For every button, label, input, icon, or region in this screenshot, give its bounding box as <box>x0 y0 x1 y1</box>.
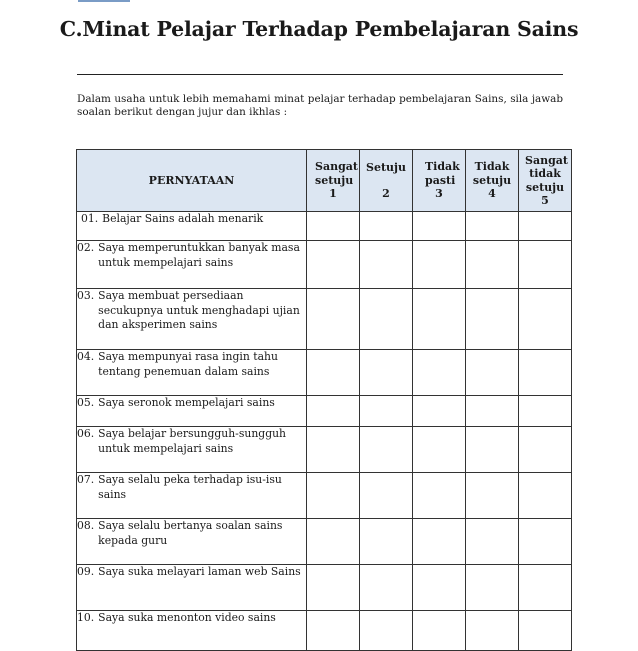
header-scale-3 <box>413 150 466 212</box>
response-cell-1[interactable] <box>307 519 360 565</box>
header-scale-label: Tidak setuju <box>472 160 512 187</box>
statement-cell <box>77 611 307 651</box>
response-cell-3[interactable] <box>413 212 466 241</box>
statement-text: Saya suka melayari laman web Sains <box>98 565 301 578</box>
header-scale-1 <box>307 150 360 212</box>
statement-number: 07. <box>77 473 95 486</box>
response-cell-3[interactable] <box>413 611 466 651</box>
response-cell-2[interactable] <box>360 473 413 519</box>
response-cell-5[interactable] <box>519 289 572 350</box>
statement-text: Saya selalu peka terhadap isu-isu sains <box>98 473 282 501</box>
response-cell-5[interactable] <box>519 565 572 611</box>
response-cell-5[interactable] <box>519 396 572 427</box>
header-scale-label: Tidak pasti <box>425 160 460 187</box>
response-cell-5[interactable] <box>519 427 572 473</box>
statement-cell <box>77 519 307 565</box>
response-cell-4[interactable] <box>466 519 519 565</box>
survey-table <box>76 149 572 651</box>
response-cell-3[interactable] <box>413 565 466 611</box>
section-title: C.Minat Pelajar Terhadap Pembelajaran Sains <box>59 17 579 41</box>
response-cell-3[interactable] <box>413 473 466 519</box>
response-cell-5[interactable] <box>519 212 572 241</box>
response-cell-5[interactable] <box>519 473 572 519</box>
statement-cell <box>77 350 307 396</box>
table-row <box>77 212 572 241</box>
statement-number: 05. <box>77 396 95 409</box>
statement-number: 04. <box>77 350 95 363</box>
response-cell-1[interactable] <box>307 241 360 289</box>
table-row <box>77 519 572 565</box>
table-row <box>77 611 572 651</box>
statement-text: Saya belajar bersungguh-sungguh untuk mempelajari sains <box>98 427 287 455</box>
header-scale-5 <box>519 150 572 212</box>
response-cell-1[interactable] <box>307 565 360 611</box>
statement-text: Belajar Sains adalah menarik <box>102 212 264 225</box>
statement-number: 03. <box>77 289 95 302</box>
header-scale-label: Sangat setuju <box>315 160 358 187</box>
response-cell-2[interactable] <box>360 396 413 427</box>
header-scale-number: 2 <box>382 187 390 200</box>
statement-cell <box>77 212 307 241</box>
statement-number: 09. <box>77 565 95 578</box>
response-cell-2[interactable] <box>360 519 413 565</box>
header-scale-4 <box>466 150 519 212</box>
table-row <box>77 565 572 611</box>
statement-text: Saya seronok mempelajari sains <box>98 396 275 409</box>
title-divider <box>77 74 563 75</box>
response-cell-4[interactable] <box>466 396 519 427</box>
response-cell-3[interactable] <box>413 396 466 427</box>
statement-text: Saya membuat persediaan secukupnya untuk menghadapi ujian dan aksperimen sains <box>98 289 300 331</box>
statement-cell <box>77 427 307 473</box>
table-header-row <box>77 150 572 212</box>
response-cell-2[interactable] <box>360 565 413 611</box>
response-cell-4[interactable] <box>466 350 519 396</box>
statement-cell <box>77 396 307 427</box>
response-cell-3[interactable] <box>413 519 466 565</box>
response-cell-1[interactable] <box>307 611 360 651</box>
response-cell-5[interactable] <box>519 611 572 651</box>
response-cell-3[interactable] <box>413 350 466 396</box>
response-cell-1[interactable] <box>307 350 360 396</box>
statement-cell <box>77 473 307 519</box>
statement-cell <box>77 565 307 611</box>
header-scale-2 <box>360 150 413 212</box>
header-scale-number: 4 <box>488 187 496 201</box>
response-cell-4[interactable] <box>466 473 519 519</box>
response-cell-4[interactable] <box>466 611 519 651</box>
statement-number: 01. <box>81 212 99 225</box>
header-scale-label: Sangat tidak setuju <box>525 153 568 194</box>
statement-text: Saya suka menonton video sains <box>98 611 276 624</box>
header-scale-number: 3 <box>435 187 443 201</box>
response-cell-2[interactable] <box>360 350 413 396</box>
response-cell-3[interactable] <box>413 427 466 473</box>
response-cell-1[interactable] <box>307 473 360 519</box>
header-scale-label: Setuju <box>366 160 406 174</box>
statement-number: 06. <box>77 427 95 440</box>
header-scale-number: 1 <box>329 187 337 201</box>
response-cell-2[interactable] <box>360 241 413 289</box>
statement-text: Saya selalu bertanya soalan sains kepada guru <box>98 519 283 547</box>
response-cell-2[interactable] <box>360 212 413 241</box>
statement-number: 10. <box>77 611 95 624</box>
response-cell-5[interactable] <box>519 519 572 565</box>
response-cell-1[interactable] <box>307 212 360 241</box>
statement-number: 02. <box>77 241 95 254</box>
response-cell-5[interactable] <box>519 350 572 396</box>
response-cell-4[interactable] <box>466 427 519 473</box>
response-cell-1[interactable] <box>307 289 360 350</box>
response-cell-2[interactable] <box>360 427 413 473</box>
response-cell-1[interactable] <box>307 396 360 427</box>
statement-cell <box>77 289 307 350</box>
response-cell-2[interactable] <box>360 611 413 651</box>
statement-number: 08. <box>77 519 95 532</box>
header-statement: PERNYATAAN <box>77 150 307 212</box>
table-row <box>77 350 572 396</box>
header-scale-number: 5 <box>541 194 549 207</box>
table-row <box>77 241 572 289</box>
statement-text: Saya memperuntukkan banyak masa untuk mempelajari sains <box>98 241 300 269</box>
table-row <box>77 396 572 427</box>
response-cell-5[interactable] <box>519 241 572 289</box>
response-cell-4[interactable] <box>466 241 519 289</box>
response-cell-4[interactable] <box>466 565 519 611</box>
response-cell-2[interactable] <box>360 289 413 350</box>
response-cell-1[interactable] <box>307 427 360 473</box>
table-row <box>77 473 572 519</box>
instructions-text: Dalam usaha untuk lebih memahami minat pelajar terhadap pembelajaran Sains, sila jawab soalan berikut dengan jujur dan ikhlas : <box>77 93 563 118</box>
response-cell-4[interactable] <box>466 212 519 241</box>
table-row <box>77 427 572 473</box>
table-row <box>77 289 572 350</box>
response-cell-3[interactable] <box>413 289 466 350</box>
response-cell-3[interactable] <box>413 241 466 289</box>
top-accent-rule <box>78 0 130 2</box>
response-cell-4[interactable] <box>466 289 519 350</box>
statement-cell <box>77 241 307 289</box>
statement-text: Saya mempunyai rasa ingin tahu tentang penemuan dalam sains <box>98 350 278 378</box>
